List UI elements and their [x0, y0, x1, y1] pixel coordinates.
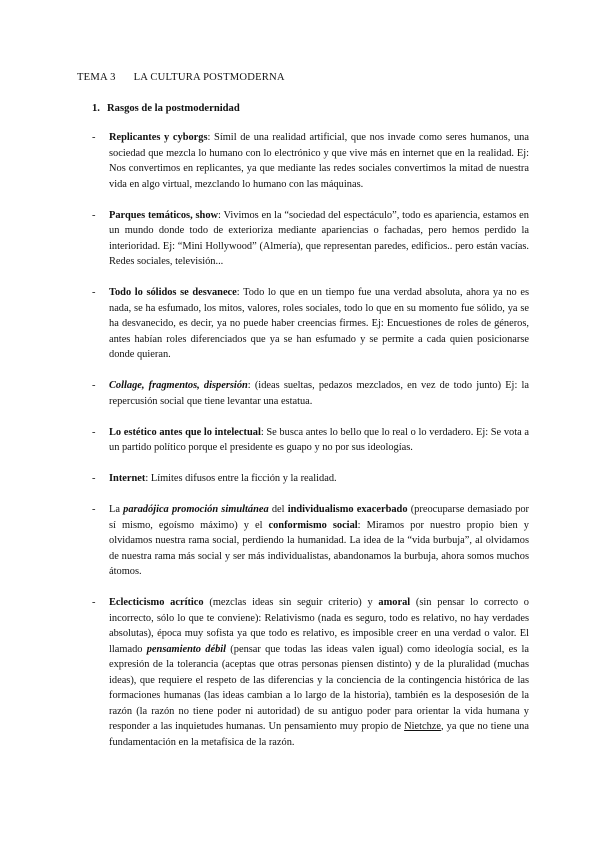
text-run: : Vivimos en la “sociedad del espectáculo”, todo es apariencia, estamos en un mundo donde todo de exterioriza mediante apariencias o fachadas, pero hemos perdido la interioridad. Ej: “Mini Hollywood” (Almería), que representan paredes, edificios.. pero están vacías. Redes sociales, televisión... — [109, 209, 529, 267]
title-text: LA CULTURA POSTMODERNA — [133, 72, 285, 83]
bullet-text — [109, 287, 529, 360]
emphasis-run: Internet — [109, 473, 146, 484]
emphasis-run: Nietchze — [404, 721, 442, 732]
list-item — [92, 502, 529, 580]
emphasis-run: Lo estético antes que lo intelectual — [109, 426, 261, 438]
list-item — [92, 471, 529, 487]
list-item — [92, 378, 529, 409]
bullet-text — [109, 132, 529, 190]
page-title — [77, 70, 285, 86]
bullet-text — [109, 427, 529, 454]
bullet-dash: - — [92, 473, 96, 484]
bullet-text — [109, 504, 529, 577]
bullet-dash: - — [92, 380, 96, 391]
emphasis-run: conformismo social — [268, 519, 358, 531]
bullet-dash: - — [92, 287, 96, 298]
emphasis-run: Collage, fragmentos, dispersión — [109, 380, 248, 391]
emphasis-run: Replicantes y cyborgs — [109, 132, 208, 143]
bullet-dash: - — [92, 132, 96, 143]
text-run: (preocuparse demasiado por sí mismo, egoísmo máximo) y el — [109, 504, 530, 531]
text-run: : (ideas sueltas, pedazos mezclados, en vez de todo junto) Ej: la repercusión social que tiene levantar una estatua. — [109, 380, 529, 407]
emphasis-run: individualismo exacerbado — [287, 504, 408, 515]
title-number: TEMA 3 — [77, 72, 116, 83]
text-run: : Símil de una realidad artificial, que nos invade como seres humanos, una sociedad que mezcla lo humano con lo electrónico y que vive más en internet que en la realidad. Ej: Nos convertimos en replicantes, ya que mediante las redes sociales convertimos la mitad de nuestra vida en algo virtual, mezclando lo humano con las máquinas. — [109, 132, 529, 190]
bullet-dash: - — [92, 426, 96, 438]
emphasis-run: amoral — [378, 597, 411, 608]
list-item — [92, 130, 529, 192]
list-item — [92, 425, 529, 456]
text-run: del — [268, 504, 288, 515]
list-item — [92, 285, 529, 363]
bullet-list — [92, 130, 529, 766]
text-run: : Miramos por nuestro propio bien y olvidamos nuestra rama social, perdiendo la humanidad. La idea de la “vida burbuja”, al olvidamos de nuestra rama más social y ser más individualistas, abandonamos la burbuja, ahora somos muchos átomos. — [109, 519, 529, 577]
text-run: La — [109, 504, 124, 515]
text-run: (pensar que todas las ideas valen igual) como ideología social, es la expresión de la tolerancia (aceptas que otras personas piensen distinto) y de la pluralidad (muchas ideas), que requiere el respeto de las diferencias y la conciencia de la contingencia histórica de las formaciones humanas (las ideas cambian a lo largo de la historia), también es la desposesión de la razón (la razón no tiene poder ni autoridad) de su antiguo poder para orientar la vida humana y responder a las inquietudes humanas. Un pensamiento muy propio de — [109, 643, 530, 732]
emphasis-run: pensamiento débil — [146, 643, 227, 655]
section-title: Rasgos de la postmodernidad — [107, 103, 240, 114]
bullet-text — [109, 380, 529, 407]
text-run: : Todo lo que en un tiempo fue una verdad absoluta, ahora ya no es nada, se ha esfumado, los mitos, valores, roles sociales, todo lo que en su momento fue sólido, ya se ha desvanecido, es decir, ya no puede haber creencias firmes. Ej: Encuestiones de roles de géneros, antes habían roles diferenciados que ya se han esfumado y se permite a cada quien posicionarse donde quieran. — [109, 287, 529, 360]
bullet-text — [109, 597, 529, 748]
bullet-dash: - — [92, 597, 96, 608]
text-run: (mezclas ideas sin seguir criterio) y — [203, 597, 379, 608]
list-item — [92, 595, 529, 750]
section-number: 1. — [92, 103, 100, 114]
bullet-text — [109, 210, 529, 268]
bullet-dash: - — [92, 209, 96, 221]
text-run: , ya que no tiene una fundamentación en la metafísica de la razón. — [109, 721, 529, 748]
text-run: (sin pensar lo correcto o incorrecto, sólo lo que te conviene): Relativismo (nada es seguro, todo es relativo, no hay verdades absolutas), época muy sofista ya que todo es relativo, es imposible creer en una verdad o valor. El llamado — [109, 597, 529, 655]
emphasis-run: Todo lo sólidos se desvanece — [109, 287, 237, 298]
emphasis-run: Eclecticismo acrítico — [109, 597, 204, 608]
bullet-dash: - — [92, 504, 96, 515]
emphasis-run: paradójica promoción simultánea — [123, 504, 269, 515]
list-item — [92, 208, 529, 270]
emphasis-run: Parques temáticos, show — [109, 209, 219, 221]
section-heading — [92, 101, 240, 117]
text-run: : Límites difusos entre la ficción y la realidad. — [145, 473, 337, 484]
text-run: : Se busca antes lo bello que lo real o lo verdadero. Ej: Se vota a un partido político porque el presidente es guapo y no por sus ideologías. — [109, 426, 529, 453]
bullet-text — [109, 473, 337, 484]
